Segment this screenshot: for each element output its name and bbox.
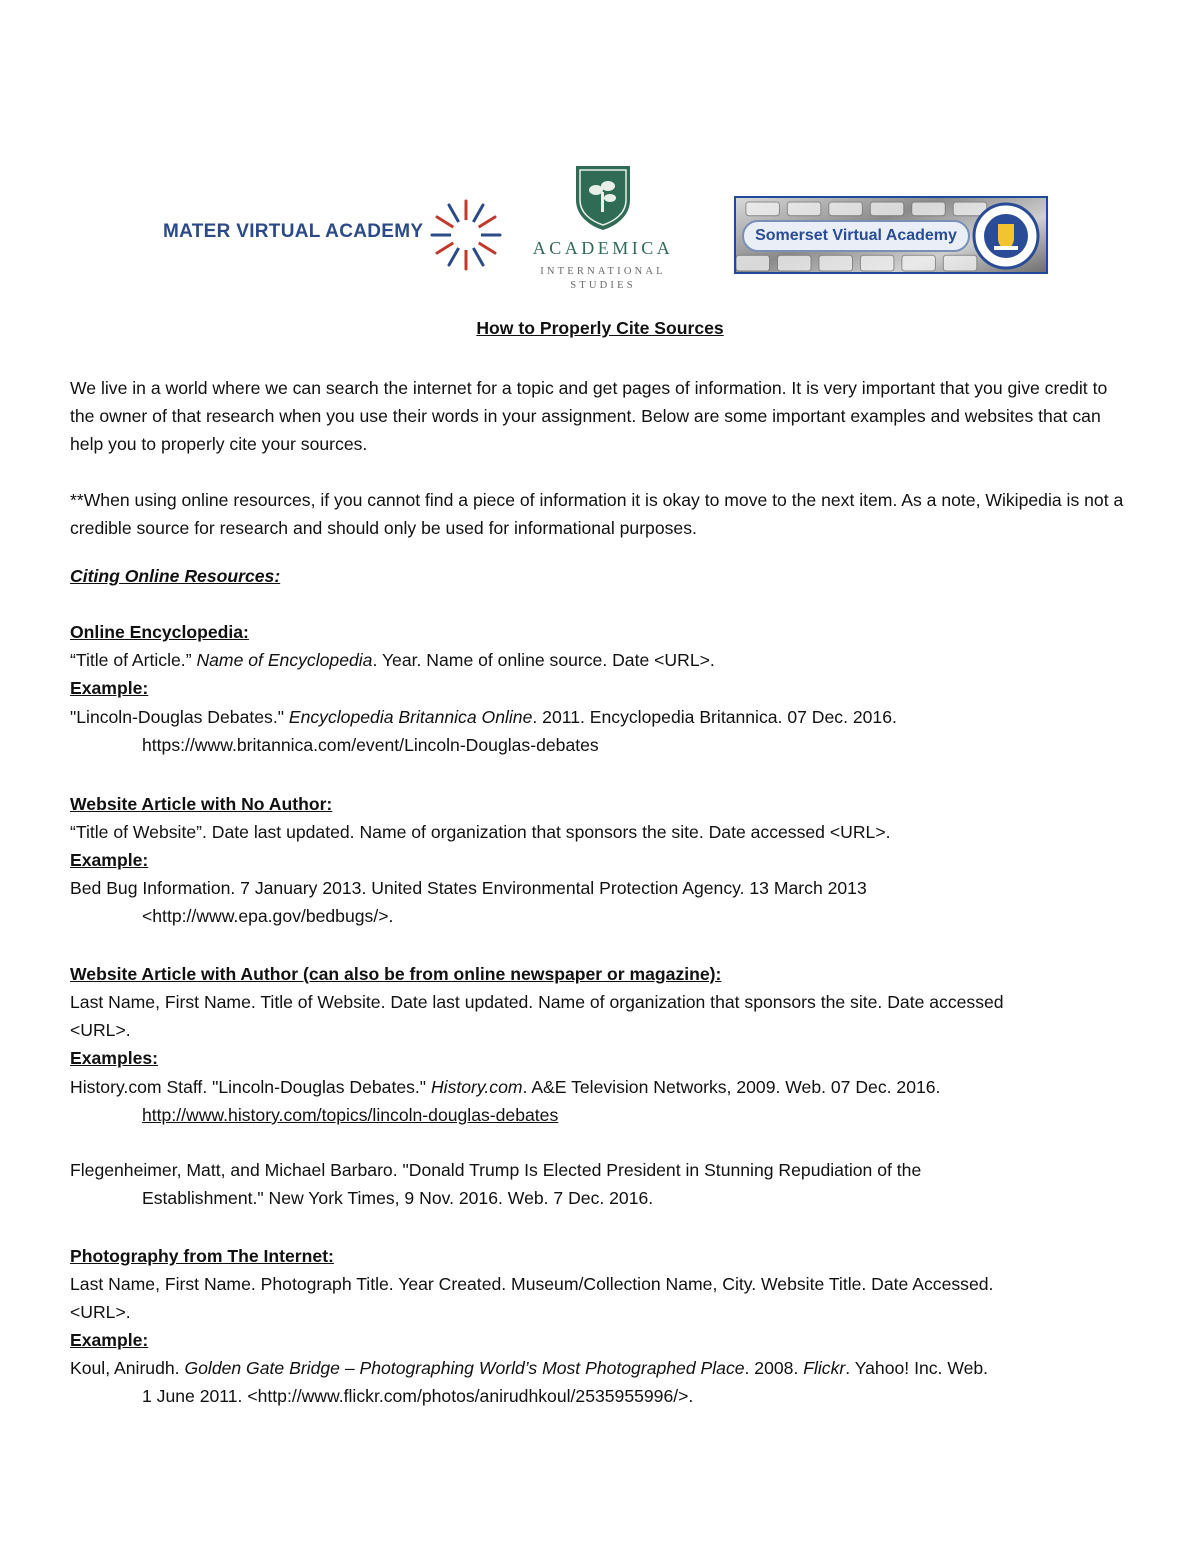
encyclopedia-example-label: Example: — [70, 678, 149, 698]
no-author-example-line1: Bed Bug Information. 7 January 2013. United States Environmental Protection Agency. 13 March 2013 — [70, 878, 867, 898]
with-author-example1: History.com Staff. "Lincoln-Douglas Debates." History.com. A&E Television Networks, 2009. Web. 07 Dec. 2016. — [70, 1077, 941, 1097]
history-link[interactable]: http://www.history.com/topics/lincoln-douglas-debates — [142, 1105, 559, 1125]
with-author-heading: Website Article with Author (can also be from online newspaper or magazine): — [70, 964, 722, 984]
encyclopedia-heading: Online Encyclopedia: — [70, 622, 249, 642]
encyclopedia-format: “Title of Article.” Name of Encyclopedia. Year. Name of online source. Date <URL>. — [70, 650, 715, 670]
somerset-seal-icon — [972, 202, 1040, 270]
section-heading: Citing Online Resources: — [70, 566, 281, 586]
academica-subtitle-1: INTERNATIONAL — [540, 266, 666, 277]
mater-virtual-academy-logo — [160, 195, 505, 275]
with-author-example2-line2: Establishment." New York Times, 9 Nov. 2016. Web. 7 Dec. 2016. — [142, 1188, 654, 1208]
academica-shield-icon — [572, 162, 634, 232]
page-title: How to Properly Cite Sources — [476, 318, 724, 338]
mater-logo-text: MATER VIRTUAL ACADEMY — [163, 221, 424, 242]
somerset-logo-text: Somerset Virtual Academy — [742, 220, 970, 252]
no-author-example-line2: <http://www.epa.gov/bedbugs/>. — [142, 906, 394, 926]
intro-paragraph: We live in a world where we can search the internet for a topic and get pages of information. It is very important that you give credit to the owner of that research when you use their words in your assignment. Below are some important examples and websites that can help you to properly cite your sources. — [70, 378, 1108, 454]
encyclopedia-example-url: https://www.britannica.com/event/Lincoln-Douglas-debates — [142, 735, 599, 755]
academica-logo — [528, 162, 678, 297]
with-author-format-line2: <URL>. — [70, 1020, 131, 1040]
encyclopedia-example: "Lincoln-Douglas Debates." Encyclopedia Britannica Online. 2011. Encyclopedia Britannica. 07 Dec. 2016. — [70, 707, 897, 727]
no-author-format: “Title of Website”. Date last updated. Name of organization that sponsors the site. Date accessed <URL>. — [70, 822, 891, 842]
somerset-virtual-academy-logo — [734, 196, 1048, 274]
photo-example-label: Example: — [70, 1330, 149, 1350]
note-paragraph: **When using online resources, if you cannot find a piece of information it is okay to move to the next item. As a note, Wikipedia is not a credible source for research and should only be used for informational purposes. — [70, 490, 1124, 538]
academica-name: ACADEMICA — [532, 238, 674, 258]
photo-heading: Photography from The Internet: — [70, 1246, 334, 1266]
photo-example-line1: Koul, Anirudh. Golden Gate Bridge – Photographing World’s Most Photographed Place. 2008. Flickr. Yahoo! Inc. Web. — [70, 1358, 989, 1378]
with-author-format-line1: Last Name, First Name. Title of Website. Date last updated. Name of organization that sponsors the site. Date accessed — [70, 992, 1004, 1012]
no-author-example-label: Example: — [70, 850, 149, 870]
no-author-heading: Website Article with No Author: — [70, 794, 333, 814]
photo-format-line1: Last Name, First Name. Photograph Title. Year Created. Museum/Collection Name, City. Website Title. Date Accessed. — [70, 1274, 994, 1294]
photo-format-line2: <URL>. — [70, 1302, 131, 1322]
logo-row — [0, 140, 1200, 320]
academica-subtitle-2: STUDIES — [570, 280, 636, 291]
mater-starburst-icon — [428, 197, 504, 273]
photo-example-line2: 1 June 2011. <http://www.flickr.com/photos/anirudhkoul/2535955996/>. — [142, 1386, 694, 1406]
with-author-example-label: Examples: — [70, 1048, 159, 1068]
with-author-example2-line1: Flegenheimer, Matt, and Michael Barbaro. "Donald Trump Is Elected President in Stunning Repudiation of the — [70, 1160, 922, 1180]
